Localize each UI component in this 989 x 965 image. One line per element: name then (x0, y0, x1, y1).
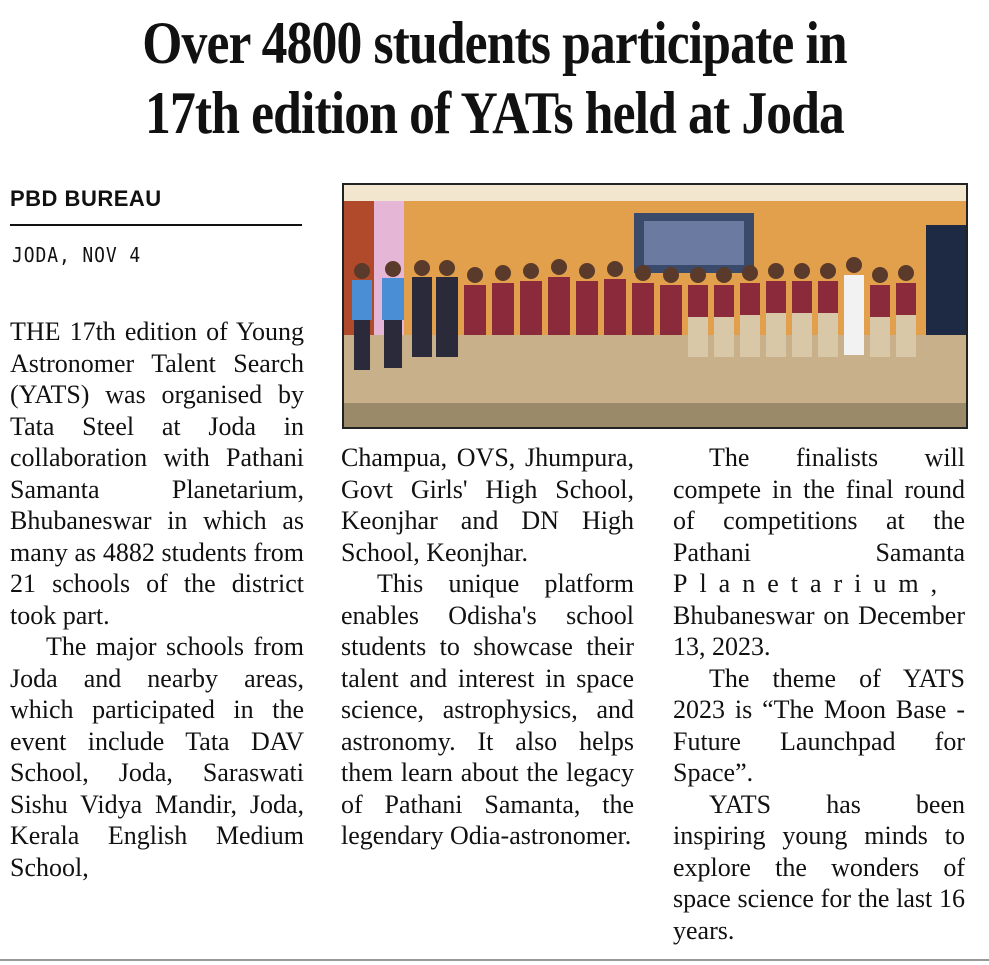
paragraph-part: Bhubaneswar on December 13, 2023. (673, 600, 965, 661)
paragraph (673, 442, 965, 663)
paragraph: The major schools from Joda and nearby areas, which participated in the event include Tata DAV School, Joda, Saraswati Sishu Vidya Mandir, Joda, Kerala English Medium School, (10, 632, 304, 882)
paragraph-part: The finalists will compete in the final round of competitions at the Pathani Samanta (673, 443, 965, 567)
headline-line-2: 17th edition of YATs held at Joda (145, 80, 844, 146)
news-photo (342, 183, 968, 429)
article-column-2 (341, 442, 634, 852)
paragraph-part: Planetarium, (673, 569, 950, 598)
group-photo-illustration (344, 185, 966, 427)
byline: PBD BUREAU (10, 186, 162, 211)
paragraph: YATS has been inspiring young minds to explore the wonders of space science for the last 16 years. (673, 789, 965, 945)
headline-line-1: Over 4800 students participate in (142, 10, 847, 76)
byline-divider (10, 224, 302, 226)
paragraph: This unique platform enables Odisha's school students to showcase their talent and interest in space science, astrophysics, and astronomy. It also helps them learn about the legacy of Pathani Samanta, the legendary Odia-astronomer. (341, 569, 634, 850)
headline (69, 8, 920, 148)
paragraph: The theme of YATS 2023 is “The Moon Base - Future Launchpad for Space”. (673, 663, 965, 787)
article-column-1 (10, 316, 304, 883)
article-column-3 (673, 442, 965, 946)
page-divider (0, 959, 989, 961)
paragraph: THE 17th edition of Young Astronomer Talent Search (YATS) was organised by Tata Steel at Joda in collaboration with Pathani Samanta Planetarium, Bhubaneswar in which as many as 4882 students from 21 schools of the district took part. (10, 317, 304, 630)
dateline: JODA, NOV 4 (12, 243, 142, 267)
paragraph: Champua, OVS, Jhumpura, Govt Girls' High School, Keonjhar and DN High School, Keonjhar. (341, 443, 634, 567)
